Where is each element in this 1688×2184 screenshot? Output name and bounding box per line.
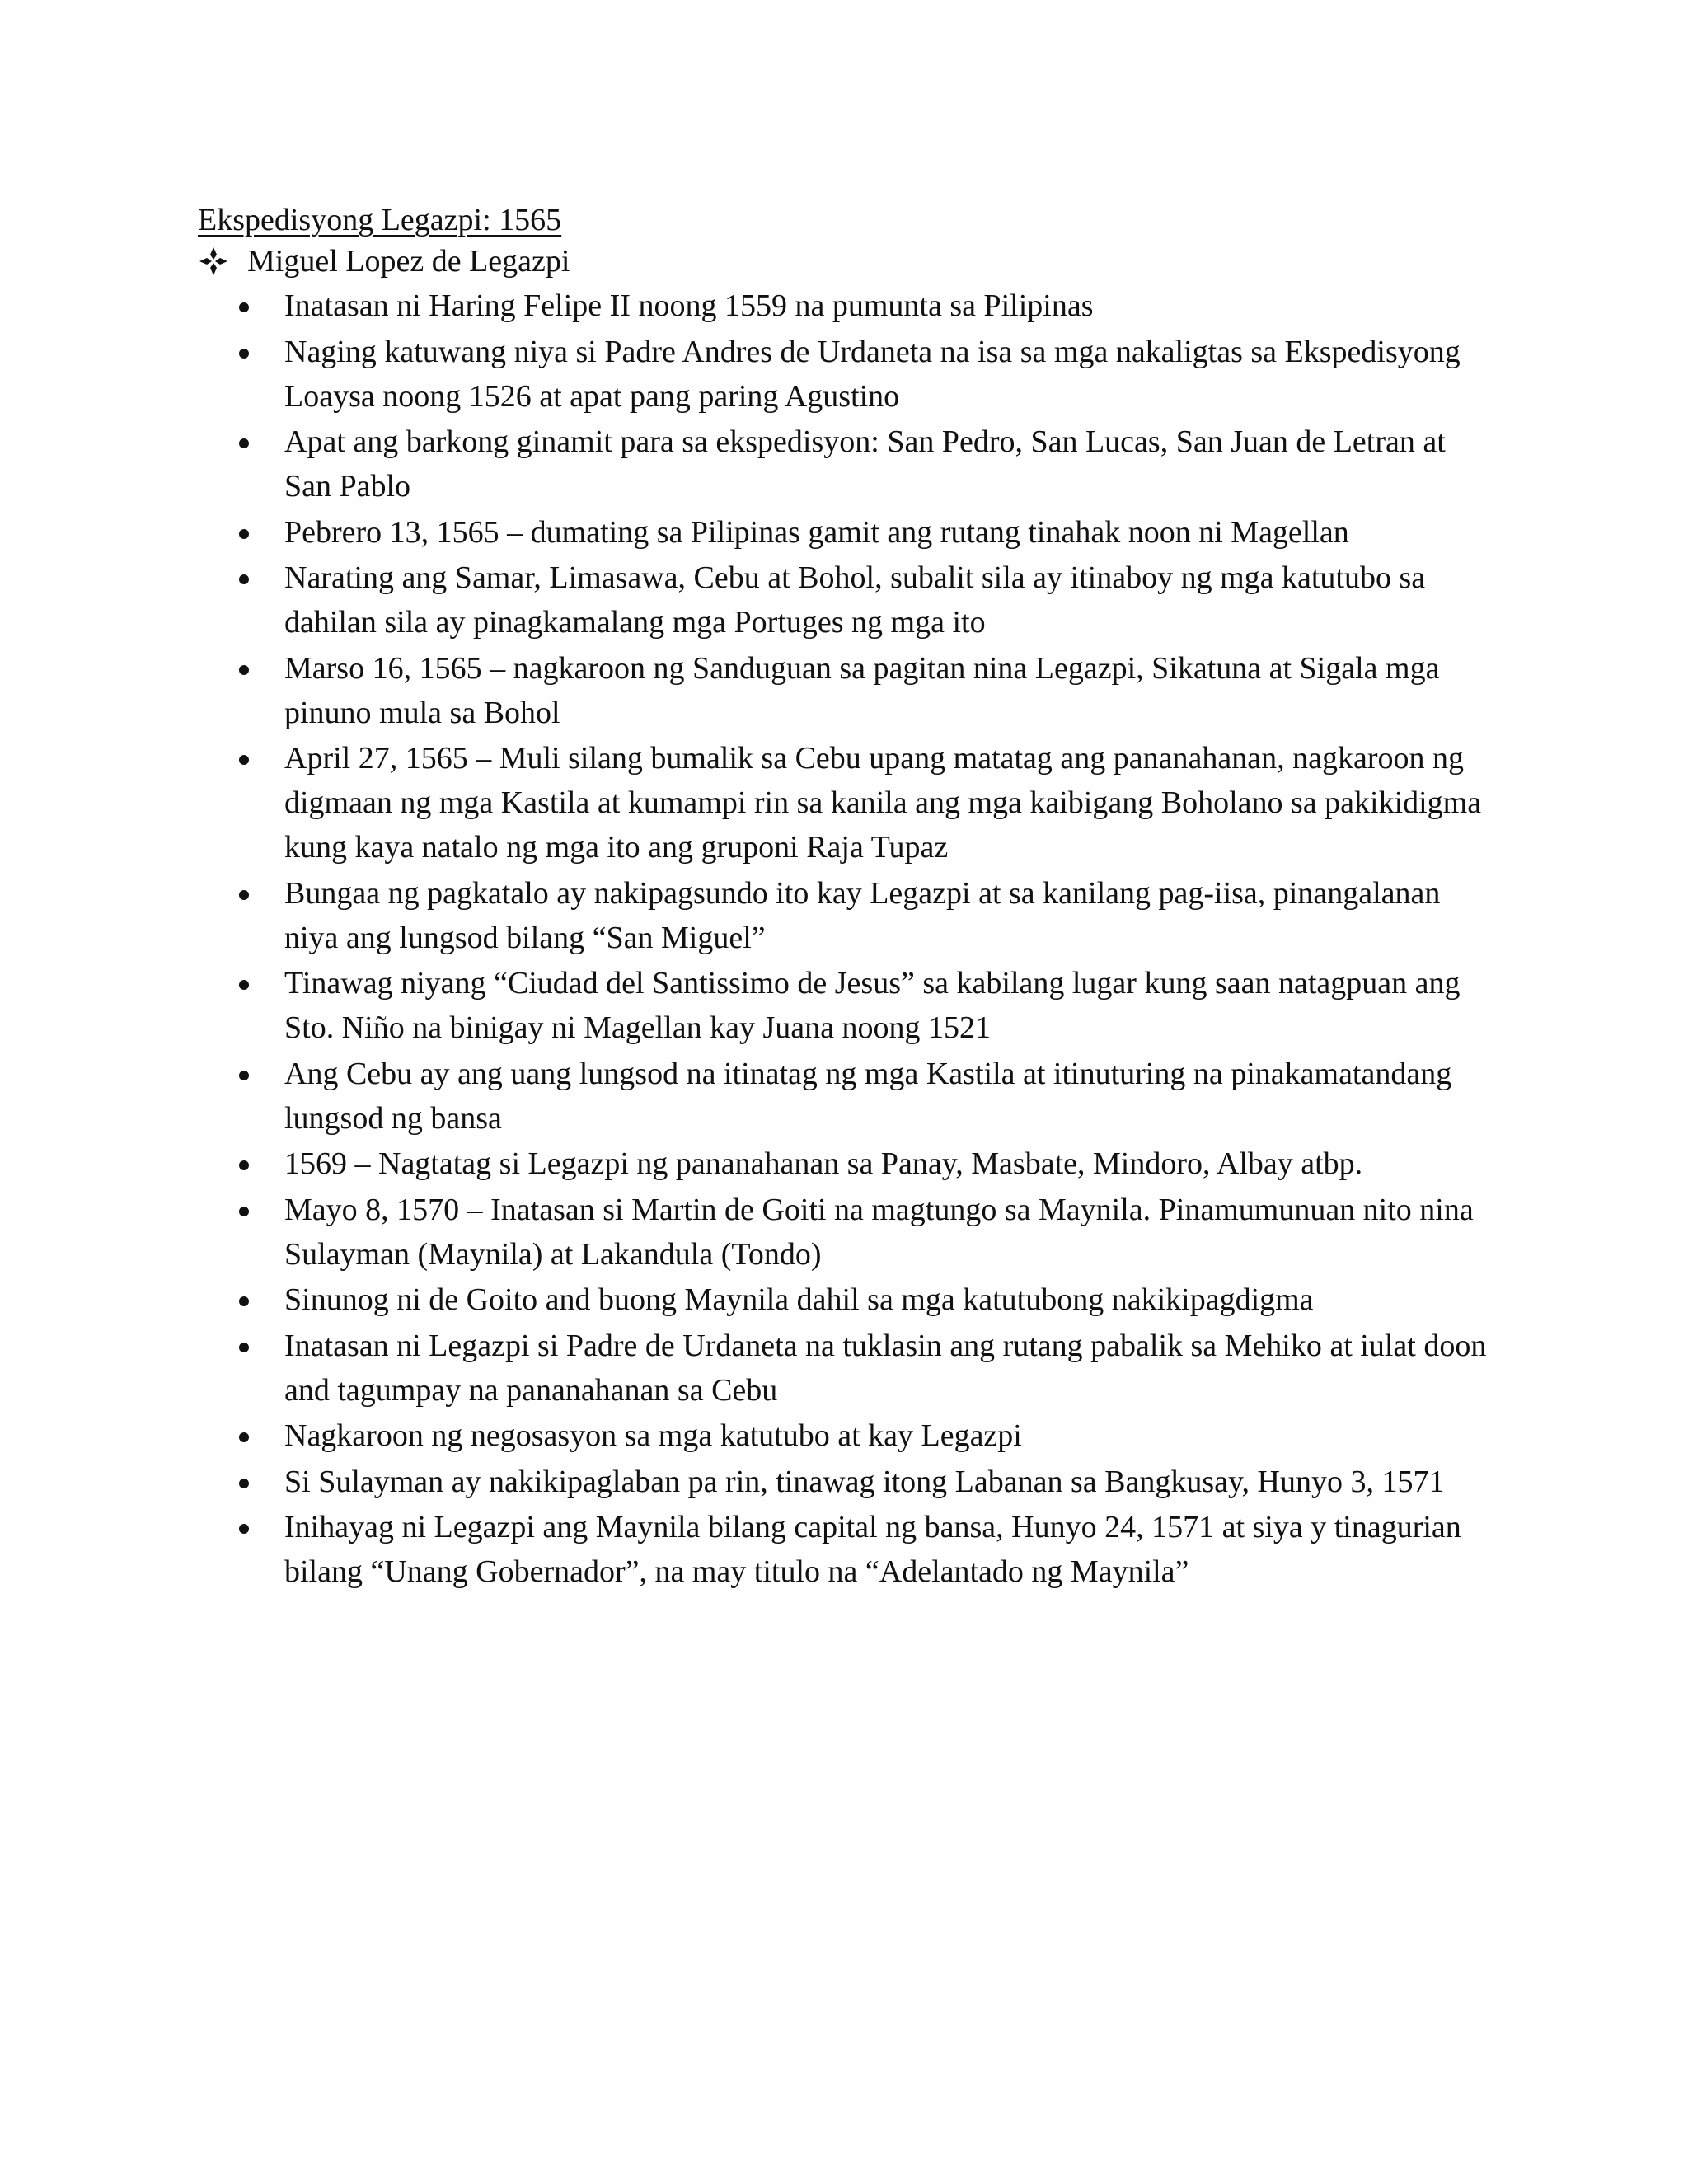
list-item: Narating ang Samar, Limasawa, Cebu at Bohol, subalit sila ay itinaboy ng mga katutubo sa dahilan sila ay pinagkamalang mga Portuges ng mga ito	[284, 555, 1492, 644]
bullet-dot-icon	[239, 574, 249, 584]
bullet-dot-icon	[239, 1432, 249, 1442]
list-item: Nagkaroon ng negosasyon sa mga katutubo at kay Legazpi	[284, 1413, 1492, 1458]
bullet-dot-icon	[239, 438, 249, 448]
list-item: Mayo 8, 1570 – Inatasan si Martin de Goiti na magtungo sa Maynila. Pinamumunuan nito nina Sulayman (Maynila) at Lakandula (Tondo)	[284, 1188, 1492, 1277]
list-item: Marso 16, 1565 – nagkaroon ng Sanduguan sa pagitan nina Legazpi, Sikatuna at Sigala mga pinuno mula sa Bohol	[284, 646, 1492, 735]
section-heading-text: Miguel Lopez de Legazpi	[247, 244, 570, 279]
list-item: Naging katuwang niya si Padre Andres de Urdaneta na isa sa mga nakaligtas sa Ekspedisyong Loaysa noong 1526 at apat pang paring Agustino	[284, 330, 1492, 419]
list-item: Inatasan ni Haring Felipe II noong 1559 na pumunta sa Pilipinas	[284, 284, 1492, 328]
list-item: Bungaa ng pagkatalo ay nakipagsundo ito kay Legazpi at sa kanilang pag-iisa, pinangalanan niya ang lungsod bilang “San Miguel”	[284, 871, 1492, 960]
list-item: Pebrero 13, 1565 – dumating sa Pilipinas gamit ang rutang tinahak noon ni Magellan	[284, 510, 1492, 555]
bullet-dot-icon	[239, 1524, 249, 1534]
bullet-dot-icon	[239, 1479, 249, 1488]
bullet-dot-icon	[239, 1160, 249, 1170]
bullet-dot-icon	[239, 349, 249, 359]
list-item: April 27, 1565 – Muli silang bumalik sa Cebu upang matatag ang pananahanan, nagkaroon ng digmaan ng mga Kastila at kumampi rin sa kanila ang mga kaibigang Boholano sa pakikidigma kung kaya natalo ng mga ito ang gruponi Raja Tupaz	[284, 736, 1492, 869]
list-item: Ang Cebu ay ang uang lungsod na itinatag ng mga Kastila at itinuturing na pinakamatandang lungsod ng bansa	[284, 1052, 1492, 1141]
bullet-dot-icon	[239, 1207, 249, 1216]
list-item: 1569 – Nagtatag si Legazpi ng pananahanan sa Panay, Masbate, Mindoro, Albay atbp.	[284, 1141, 1492, 1186]
bullet-dot-icon	[239, 1071, 249, 1080]
list-item: Apat ang barkong ginamit para sa ekspedisyon: San Pedro, San Lucas, San Juan de Letran at San Pablo	[284, 419, 1492, 509]
bullet-dot-icon	[239, 980, 249, 990]
document-title: Ekspedisyong Legazpi: 1565	[198, 203, 562, 237]
bullet-dot-icon	[239, 1296, 249, 1306]
list-item: Sinunog ni de Goito and buong Maynila dahil sa mga katutubong nakikipagdigma	[284, 1277, 1492, 1322]
bullet-dot-icon	[239, 755, 249, 765]
bullet-dot-icon	[239, 665, 249, 675]
list-item: Tinawag niyang “Ciudad del Santissimo de Jesus” sa kabilang lugar kung saan natagpuan ang Sto. Niño na binigay ni Magellan kay Juana noong 1521	[284, 961, 1492, 1050]
diamond-bullet-icon	[198, 246, 229, 277]
section-heading	[198, 239, 570, 284]
list-item: Inihayag ni Legazpi ang Maynila bilang capital ng bansa, Hunyo 24, 1571 at siya y tinagurian bilang “Unang Gobernador”, na may titulo na “Adelantado ng Maynila”	[284, 1505, 1492, 1594]
list-item: Si Sulayman ay nakikipaglaban pa rin, tinawag itong Labanan sa Bangkusay, Hunyo 3, 1571	[284, 1460, 1492, 1504]
bullet-dot-icon	[239, 890, 249, 900]
list-item: Inatasan ni Legazpi si Padre de Urdaneta na tuklasin ang rutang pabalik sa Mehiko at iulat doon and tagumpay na pananahanan sa Cebu	[284, 1324, 1492, 1413]
bullet-dot-icon	[239, 529, 249, 539]
bullet-list	[284, 284, 1492, 1596]
bullet-dot-icon	[239, 302, 249, 312]
bullet-dot-icon	[239, 1343, 249, 1352]
